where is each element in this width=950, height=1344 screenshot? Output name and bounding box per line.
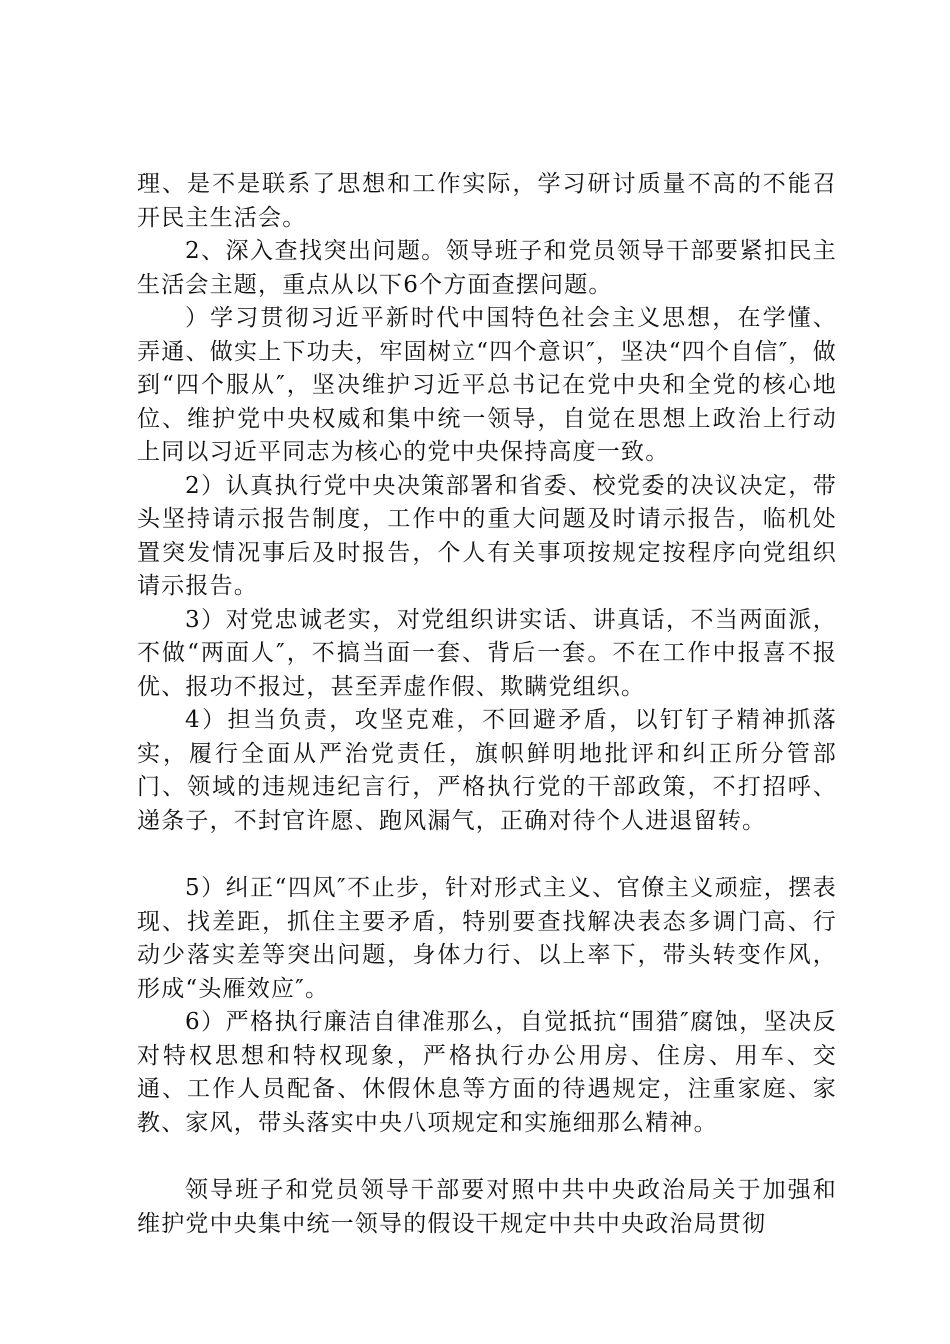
paragraph-item-2: 2、深入查找突出问题。领导班子和党员领导干部要紧扣民主生活会主题，重点从以下6个方面查摆问题。 [137, 238, 837, 298]
document-body [137, 168, 837, 1241]
paragraph-spacer [137, 838, 837, 872]
paragraph-sub-3: 3）对党忠诚老实，对党组织讲实话、讲真话，不当两面派，不做“两面人″，不搞当面一套、背后一套。不在工作中报喜不报优、报功不报过，甚至弄虚作假、欺瞒党组织。 [137, 606, 837, 700]
paragraph-sub-1: ）学习贯彻习近平新时代中国特色社会主义思想，在学懂、弄通、做实上下功夫，牢固树立“四个意识″，坚决“四个自信″，做到“四个服从″，坚决维护习近平总书记在党中央和全党的核心地位、维护党中央权威和集中统一领导，自觉在思想上政治上行动上同以习近平同志为核心的党中央保持高度一致。 [137, 305, 837, 465]
paragraph-spacer [137, 1140, 837, 1174]
paragraph-continuation: 理、是不是联系了思想和工作实际，学习研讨质量不高的不能召开民主生活会。 [137, 171, 837, 231]
paragraph-closing: 领导班子和党员领导干部要对照中共中央政治局关于加强和维护党中央集中统一领导的假设干规定中共中央政治局贯彻 [137, 1177, 837, 1237]
paragraph-sub-2: 2）认真执行党中央决策部署和省委、校党委的决议决定，带头坚持请示报告制度，工作中的重大问题及时请示报告，临机处置突发情况事后及时报告，个人有关事项按规定按程序向党组织请示报告。 [137, 472, 837, 599]
paragraph-sub-4: 4）担当负责，攻坚克难，不回避矛盾，以钉钉子精神抓落实，履行全面从严治党责任，旗帜鲜明地批评和纠正所分管部门、领域的违规违纪言行，严格执行党的干部政策，不打招呼、递条子，不封官许愿、跑风漏气，正确对待个人进退留转。 [137, 707, 837, 834]
paragraph-sub-5: 5）纠正“四风″不止步，针对形式主义、官僚主义顽症，摆表现、找差距，抓住主要矛盾，特别要查找解决表态多调门高、行动少落实差等突出问题，身体力行、以上率下，带头转变作风，形成“头雁效应″。 [137, 875, 837, 1002]
paragraph-sub-6: 6）严格执行廉洁自律准那么，自觉抵抗“围猎″腐蚀，坚决反对特权思想和特权现象，严格执行办公用房、住房、用车、交通、工作人员配备、休假休息等方面的待遇规定，注重家庭、家教、家风，带头落实中央八项规定和实施细那么精神。 [137, 1009, 837, 1136]
